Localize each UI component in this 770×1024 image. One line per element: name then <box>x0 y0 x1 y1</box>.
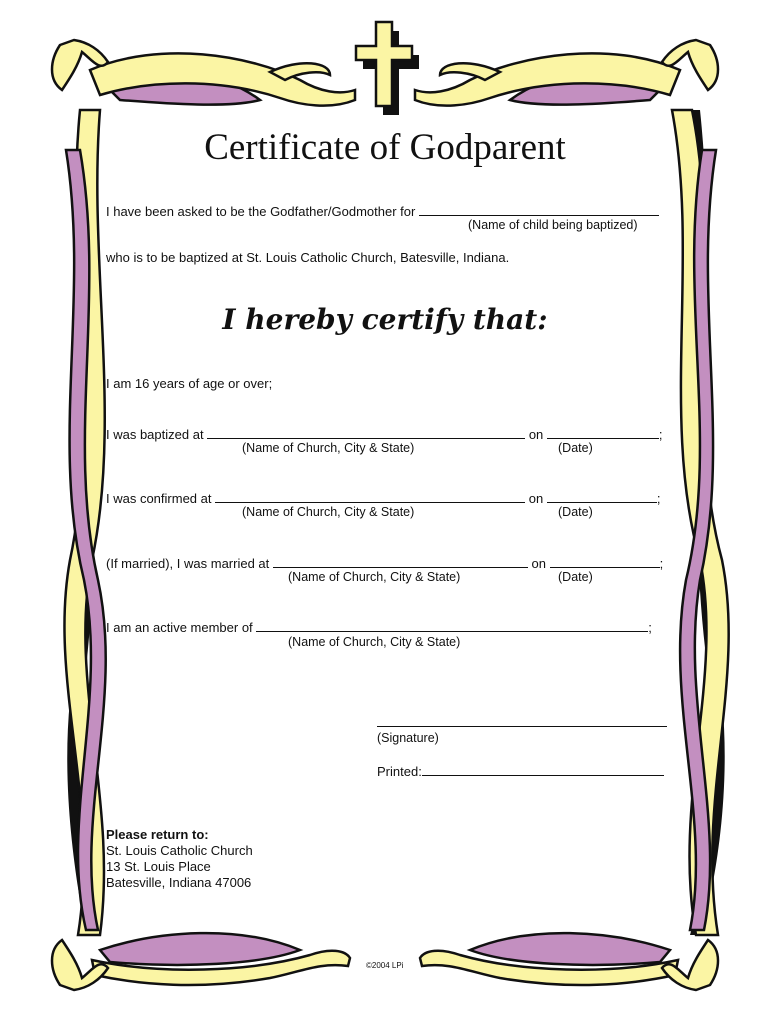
married-on: on <box>531 556 546 571</box>
married-date-field[interactable] <box>550 554 660 568</box>
child-name-field[interactable] <box>419 202 659 216</box>
married-end: ; <box>659 556 664 571</box>
confirmed-date-caption: (Date) <box>558 505 593 519</box>
certificate-title: Certificate of Godparent <box>204 127 566 168</box>
baptized-date-field[interactable] <box>547 425 659 439</box>
confirmed-date-field[interactable] <box>547 489 657 503</box>
confirmed-on: on <box>528 491 544 506</box>
married-date-caption: (Date) <box>558 570 593 584</box>
printed-name-field[interactable] <box>422 762 664 776</box>
child-name-caption: (Name of child being baptized) <box>468 218 638 232</box>
baptized-church-field[interactable] <box>207 425 525 439</box>
signature-field[interactable] <box>377 726 667 727</box>
baptized-end: ; <box>658 427 663 442</box>
baptized-on: on <box>528 427 544 442</box>
return-line-3: Batesville, Indiana 47006 <box>106 875 252 890</box>
confirmed-church-caption: (Name of Church, City & State) <box>242 505 415 519</box>
printed-line <box>377 762 664 780</box>
married-label: (If married), I was married at <box>106 556 270 571</box>
married-church-caption: (Name of Church, City & State) <box>288 570 461 584</box>
intro-text: I have been asked to be the Godfather/Godmother for <box>106 204 416 219</box>
return-heading: Please return to: <box>106 827 209 842</box>
location-text: who is to be baptized at St. Louis Catholic Church, Batesville, Indiana. <box>106 250 510 265</box>
baptized-date-caption: (Date) <box>558 441 593 455</box>
baptized-church-caption: (Name of Church, City & State) <box>242 441 415 455</box>
age-statement: I am 16 years of age or over; <box>106 376 273 391</box>
married-church-field[interactable] <box>273 554 528 568</box>
signature-caption: (Signature) <box>377 731 439 745</box>
confirmed-church-field[interactable] <box>215 489 525 503</box>
certify-heading: I hereby certify that: <box>222 303 548 336</box>
member-label: I am an active member of <box>106 620 253 635</box>
printed-label: Printed: <box>377 764 422 779</box>
copyright-text: ©2004 LPi <box>366 961 404 970</box>
return-line-1: St. Louis Catholic Church <box>106 843 253 858</box>
return-line-2: 13 St. Louis Place <box>106 859 211 874</box>
confirmed-label: I was confirmed at <box>106 491 212 506</box>
confirmed-end: ; <box>656 491 661 506</box>
baptized-label: I was baptized at <box>106 427 204 442</box>
member-line <box>106 618 652 636</box>
member-church-field[interactable] <box>256 618 648 632</box>
member-church-caption: (Name of Church, City & State) <box>288 635 461 649</box>
member-end: ; <box>648 620 652 635</box>
